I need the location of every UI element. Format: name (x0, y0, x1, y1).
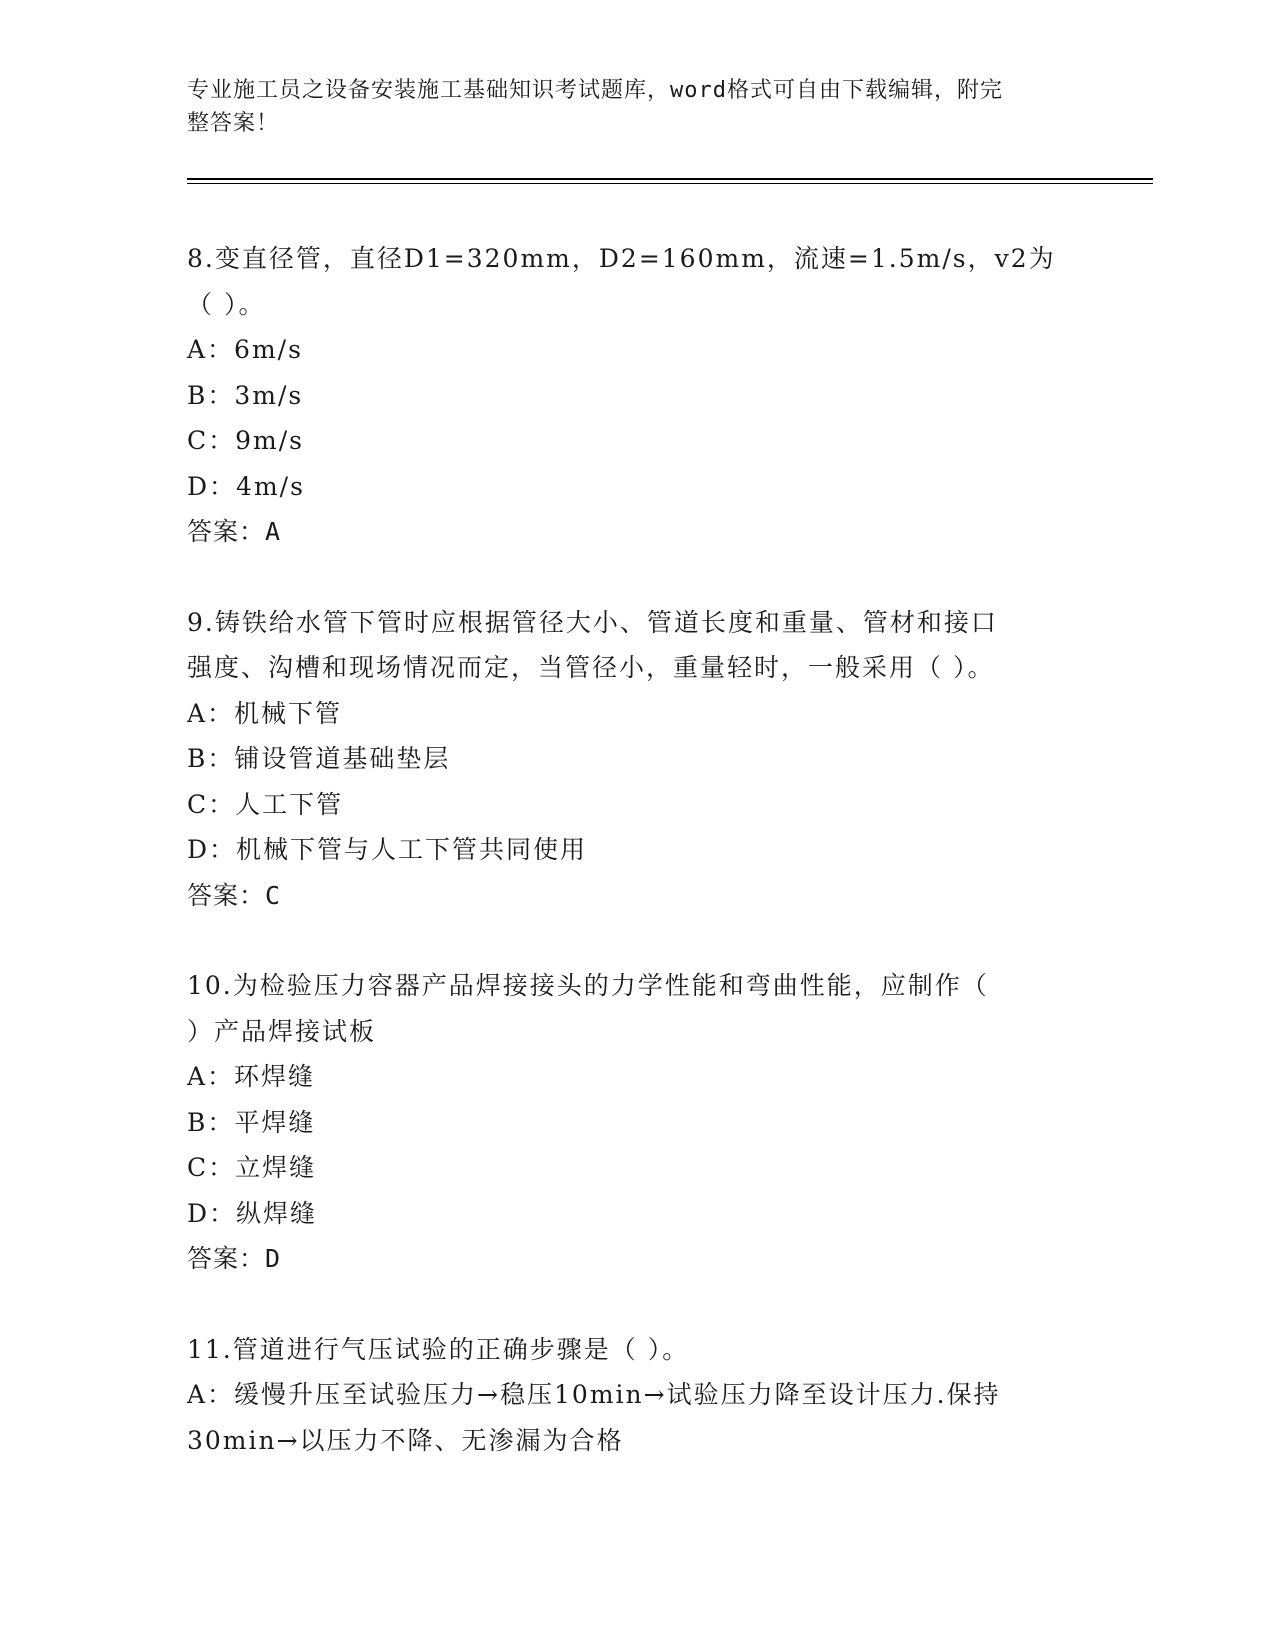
question-stem: 8.变直径管，直径D1=320mm，D2=160mm，流速=1.5m/s，v2为（ ）。 (187, 244, 1056, 319)
question-stem: 9.铸铁给水管下管时应根据管径大小、管道长度和重量、管材和接口 (187, 607, 998, 637)
answer-option: D：4m/s (187, 471, 305, 501)
answer-option: C：立焊缝 (187, 1153, 317, 1182)
answer-key: 答案：A (187, 517, 282, 546)
answer-option: D：机械下管与人工下管共同使用 (187, 835, 588, 864)
answer-option: A：机械下管 (187, 698, 343, 728)
header-divider-bottom (187, 183, 1153, 184)
answer-option: D：纵焊缝 (187, 1198, 318, 1228)
question-block (187, 963, 1067, 1282)
header-line-2: 整答案！ (187, 111, 280, 136)
question-block (187, 1327, 1067, 1464)
question-stem: 10.为检验压力容器产品焊接接头的力学性能和弯曲性能，应制作（ (187, 971, 989, 1000)
question-block (187, 236, 1067, 555)
answer-key: 答案：D (187, 1244, 282, 1273)
question-stem: 11.管道进行气压试验的正确步骤是（ ）。 (187, 1334, 690, 1364)
question-block (187, 600, 1067, 919)
answer-option: 30min→以压力不降、无渗漏为合格 (187, 1425, 624, 1455)
answer-option: A：缓慢升压至试验压力→稳压10min→试验压力降至设计压力.保持 (187, 1380, 1001, 1409)
header-divider-top (187, 178, 1153, 180)
document-header (187, 74, 1067, 140)
answer-option: C：人工下管 (187, 789, 344, 819)
answer-key: 答案：C (187, 880, 282, 910)
answer-option: A：环焊缝 (187, 1062, 316, 1091)
answer-option: C：9m/s (187, 426, 304, 455)
answer-option: B：平焊缝 (187, 1107, 316, 1137)
header-line-1: 专业施工员之设备安装施工基础知识考试题库，word格式可自由下载编辑，附完 (187, 78, 1003, 103)
question-stem: ）产品焊接试板 (187, 1016, 377, 1046)
question-list (187, 236, 1067, 1508)
answer-option: A：6m/s (187, 335, 303, 364)
question-stem: 强度、沟槽和现场情况而定，当管径小，重量轻时，一般采用（ ）。 (187, 653, 995, 682)
answer-option: B：3m/s (187, 380, 304, 410)
answer-option: B：铺设管道基础垫层 (187, 744, 451, 773)
